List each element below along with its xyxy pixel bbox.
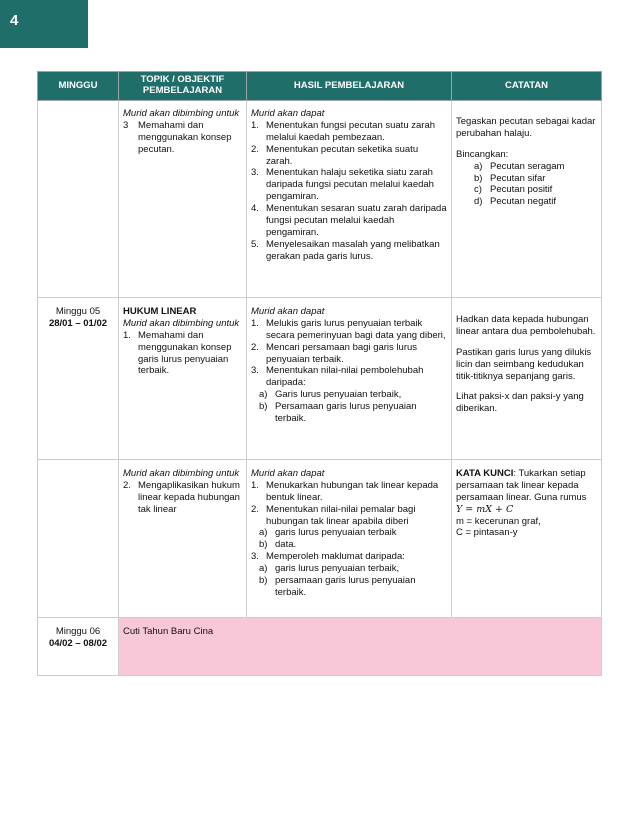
topic-number: 1. [123,329,131,341]
header-hasil: HASIL PEMBELAJARAN [247,72,452,101]
list-number: c) [474,184,482,196]
table-row [38,460,602,618]
topic-text: Mengaplikasikan hukum linear kepada hubungan tak linear [138,479,240,515]
topic-cell [119,460,247,618]
table-header-row [38,72,602,101]
list-number: 2. [251,503,259,515]
list-item: Mencari persamaan bagi garis lurus penyuaian terbaik. [266,341,418,365]
topic-cell [119,298,247,460]
topic-text: Memahami dan menggunakan konsep pecutan. [138,119,232,155]
list-item: Pecutan sifar [490,172,546,184]
week-dates: 04/02 – 08/02 [48,637,108,649]
topic-text: Memahami dan menggunakan konsep garis lurus penyuaian terbaik. [138,329,232,377]
week-cell [38,618,119,676]
keyword-label: KATA KUNCI [456,468,514,479]
table-row [38,298,602,460]
list-number: 3. [251,167,259,179]
lesson-plan-table [37,71,602,676]
list-item: persamaan garis lurus penyuaian terbaik. [275,574,416,598]
topic-cell [119,101,247,298]
list-item: Persamaan garis lurus penyuaian terbaik. [275,401,417,424]
c-definition: C = pintasan-y [456,527,518,539]
week-cell [38,460,119,618]
list-number: 2. [251,143,259,155]
list-number: a) [259,527,268,539]
list-number: 1. [251,119,259,131]
catatan-text: Pastikan garis lurus yang dilukis licin dan seimbang kedudukan titik-titiknya sepanjang garis. [456,346,592,382]
formula: Y = mX + C [456,503,514,515]
keyword-text: : Tukarkan setiap persamaan tak linear kepada persamaan linear. Guna rumus [456,468,587,503]
list-item: Pecutan seragam [490,160,565,172]
m-definition: m = kecerunan graf, [456,515,541,527]
topic-intro: Murid akan dibimbing untuk [123,108,240,119]
week-label: Minggu 05 [55,306,101,317]
list-item: Memperoleh maklumat daripada: [266,551,405,563]
catatan-cell [452,101,602,298]
list-number: 5. [251,238,259,250]
list-number: a) [474,160,483,172]
list-number: 3. [251,365,259,377]
hasil-intro: Murid akan dapat [251,306,325,317]
catatan-text: Hadkan data kepada hubungan linear antara dua pembolehubah. [456,314,596,337]
list-item: Menentukan halaju seketika siatu zarah daripada fungsi pecutan melalui kaedah pengamiran. [266,167,434,203]
list-number: 1. [251,317,259,329]
catatan-text: Lihat paksi-x dan paksi-y yang diberikan. [456,391,584,415]
list-number: a) [259,389,268,401]
list-item: Pecutan positif [490,184,553,196]
list-number: b) [474,172,483,184]
list-item: garis lurus penyuaian terbaik, [275,563,400,574]
catatan-text [456,468,597,504]
list-number: a) [259,563,268,574]
list-number: d) [474,196,483,208]
week-cell [38,101,119,298]
topic-number: 3 [123,119,129,131]
topic-intro: Murid akan dibimbing untuk [123,317,240,329]
list-item: Menentukan fungsi pecutan suatu zarah melalui kaedah pembezaan. [266,119,436,143]
list-item: Menentukan nilai-nilai pembolehubah daripada: [266,365,424,389]
topic-number: 2. [123,479,131,491]
list-number: 2. [251,341,259,353]
header-minggu: MINGGU [38,72,119,101]
week-cell [38,298,119,460]
list-number: b) [259,574,268,586]
list-item: Pecutan negatif [490,196,557,208]
list-item: Menentukan nilai-nilai pemalar bagi hubungan tak linear apabila diberi [266,503,416,527]
topic-title: HUKUM LINEAR [123,306,197,317]
hasil-cell [247,460,452,618]
header-topik: TOPIK / OBJEKTIF PEMBELAJARAN [119,72,247,101]
week-dates: 28/01 – 01/02 [48,317,108,329]
list-number: 1. [251,479,259,491]
catatan-text: Bincangkan: [456,148,509,160]
hasil-intro: Murid akan dapat [251,468,325,479]
list-item: Menentukan pecutan seketika suatu zarah. [266,143,419,167]
hasil-cell [247,101,452,298]
header-catatan: CATATAN [452,72,602,101]
list-number: b) [259,539,268,551]
list-item: Menentukan sesaran suatu zarah daripada fungsi pecutan melalui kaedah pengamiran. [266,203,447,238]
page-number: 4 [10,12,19,29]
hasil-cell [247,298,452,460]
list-item: Garis lurus penyuaian terbaik, [275,389,402,401]
table-row [38,618,602,676]
catatan-cell [452,460,602,618]
list-number: b) [259,401,268,412]
list-item: garis lurus penyuaian terbaik [275,527,397,539]
list-number: 4. [251,203,259,214]
catatan-cell [452,298,602,460]
page-number-badge [0,0,88,48]
list-item: data. [275,539,297,551]
catatan-text: Tegaskan pecutan sebagai kadar perubahan halaju. [456,116,596,139]
topic-intro: Murid akan dibimbing untuk [123,468,240,479]
holiday-cell [119,618,602,676]
list-item: Melukis garis lurus penyuaian terbaik secara pemerinyuan bagi data yang diberi, [266,317,446,341]
week-label: Minggu 06 [55,626,101,637]
list-item: Menyelesaikan masalah yang melibatkan gerakan pada garis lurus. [266,238,440,262]
list-number: 3. [251,551,259,563]
holiday-text: Cuti Tahun Baru Cina [123,626,214,637]
hasil-intro: Murid akan dapat [251,108,325,119]
table-row [38,101,602,298]
list-item: Menukarkan hubungan tak linear kepada bentuk linear. [266,479,439,503]
